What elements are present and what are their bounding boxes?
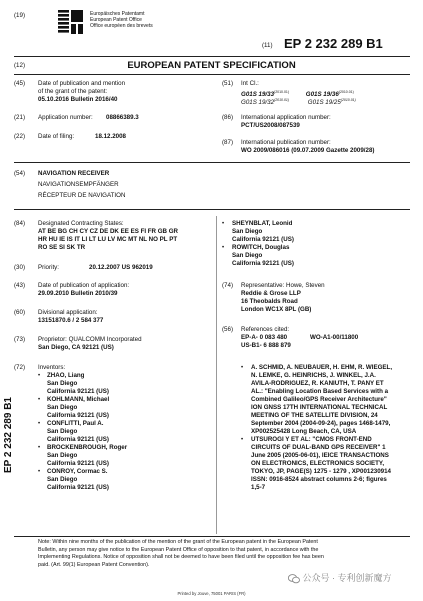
- inid-code-84: (84): [14, 220, 26, 227]
- inventor-address: California 92121 (US): [47, 460, 109, 467]
- int-cl-1-version: (2010.01): [274, 90, 290, 94]
- filing-date-label: Date of filing:: [38, 133, 75, 140]
- office-names: [90, 11, 153, 29]
- citation-line: Combined Galileo/GPS Receiver Architecture": [251, 396, 387, 403]
- inventor-name: SHEYNBLAT, Leonid: [232, 220, 293, 227]
- representative-city: London WC1X 8PL (GB): [241, 306, 312, 313]
- note-line: paid. (Art. 99(1) European Patent Convention).: [38, 561, 150, 568]
- printer-line: Printed by Jouve, 75001 PARIS (FR): [177, 591, 246, 596]
- bullet: •: [241, 365, 244, 371]
- inventor-city: San Diego: [232, 228, 263, 235]
- designated-states-label: Designated Contracting States:: [38, 220, 124, 227]
- office-name-en: European Patent Office: [90, 17, 142, 23]
- designated-states-line-3: RO SE SI SK TR: [38, 244, 86, 251]
- inventor-name: BROCKENBROUGH, Roger: [47, 444, 128, 451]
- column-divider: [216, 216, 217, 534]
- representative-name: Representative: Howe, Steven: [241, 282, 325, 289]
- publication-number: EP 2 232 289 B1: [284, 36, 383, 51]
- inventor-name: KOHLMANN, Michael: [47, 396, 110, 403]
- inid-code-11: (11): [262, 42, 273, 49]
- int-cl-4-version: (2010.01): [340, 98, 356, 102]
- header-rule: [14, 56, 410, 57]
- invention-title-en: NAVIGATION RECEIVER: [38, 170, 110, 177]
- inid-code-86: (86): [222, 114, 234, 121]
- note-rule: [14, 536, 410, 537]
- citation-line: XP002525428 Long Beach, CA, USA: [251, 428, 357, 435]
- inventor-address: California 92121 (US): [47, 388, 109, 395]
- reference-ep: EP-A- 0 083 480: [241, 334, 288, 341]
- inventor-address: California 92121 (US): [47, 484, 109, 491]
- inventor-city: San Diego: [47, 452, 78, 459]
- filing-date-value: 18.12.2008: [95, 133, 126, 140]
- application-publication-value: 29.09.2010 Bulletin 2010/39: [38, 290, 118, 297]
- inventor-name: CONFLITTI, Paul A.: [47, 420, 104, 427]
- inventor-address: California 92121 (US): [232, 236, 294, 243]
- title-rule: [14, 74, 410, 75]
- int-cl-4: G01S 19/25: [307, 99, 341, 107]
- inid-code-45: (45): [14, 80, 26, 87]
- watermark: [288, 573, 392, 584]
- citation-line: AVILA-RODRIGUEZ, R. KANIUTH, T. PANY ET: [251, 380, 384, 387]
- citation-line: ISSN: 0916-8524 abstract columns 2-6; figures: [251, 476, 387, 483]
- inventor-name: ROWITCH, Douglas: [232, 244, 290, 251]
- inventor-city: San Diego: [47, 428, 78, 435]
- citation-line: TOKYO, JP, PAGE(S) 1275 - 1279 , XP001230914: [251, 468, 391, 475]
- inid-code-74: (74): [222, 282, 234, 289]
- inid-code-22: (22): [14, 133, 26, 140]
- grant-date-value: 05.10.2016 Bulletin 2016/40: [38, 96, 118, 103]
- designated-states-line-2: HR HU IE IS IT LI LT LU LV MC MT NL NO PL PT: [38, 236, 178, 243]
- bullet: •: [241, 437, 244, 443]
- epo-logo: [56, 8, 86, 38]
- opposition-note: [38, 539, 324, 569]
- inid-code-73: (73): [14, 336, 26, 343]
- grant-date-label-2: of the grant of the patent:: [38, 88, 108, 95]
- document-title: EUROPEAN PATENT SPECIFICATION: [127, 60, 296, 71]
- wechat-icon: [288, 573, 303, 583]
- epo-logo-icon: [56, 8, 86, 38]
- bullet: •: [38, 445, 41, 451]
- bullet: •: [38, 397, 41, 403]
- invention-title-de: NAVIGATIONSEMPFÄNGER: [38, 181, 119, 188]
- proprietor-name: Proprietor: QUALCOMM Incorporated: [38, 336, 142, 343]
- priority-label: Priority:: [38, 264, 59, 271]
- inid-code-60: (60): [14, 309, 26, 316]
- inid-code-56: (56): [222, 326, 234, 333]
- application-number-value: 08866389.3: [106, 114, 139, 121]
- designated-states-line-1: AT BE BG CH CY CZ DE DK EE ES FI FR GB GR: [38, 228, 179, 235]
- inventor-name: ZHAO, Liang: [47, 372, 85, 379]
- bullet: •: [222, 245, 225, 251]
- inid-code-19: (19): [14, 12, 26, 19]
- int-cl-3-version: (2010.01): [274, 98, 290, 102]
- int-cl-3: G01S 19/32: [241, 99, 275, 107]
- inventor-city: San Diego: [232, 252, 263, 259]
- citation-line: September 2004 (2004-09-24), pages 1468-1479,: [251, 420, 391, 427]
- representative-firm: Reddie & Grose LLP: [241, 290, 301, 297]
- inid-code-21: (21): [14, 114, 26, 121]
- int-cl-label: Int Cl.:: [241, 80, 259, 87]
- inventor-city: San Diego: [47, 476, 78, 483]
- note-line: Note: Within nine months of the publication of the mention of the grant of the European patent in the European Patent: [38, 539, 318, 545]
- inventor-city: San Diego: [47, 404, 78, 411]
- inid-code-72: (72): [14, 364, 26, 371]
- citation-line: June 2005 (2005-06-01), IEICE TRANSACTIONS: [251, 452, 389, 459]
- int-cl-row-2: [241, 96, 356, 107]
- bullet: •: [222, 221, 225, 227]
- side-publication-number: EP 2 232 289 B1: [3, 397, 14, 473]
- citation-line: A. SCHMID, A. NEUBAUER, H. EHM, R. WIEGEL,: [251, 364, 393, 371]
- intl-publication-value: WO 2009/086016 (09.07.2009 Gazette 2009/28): [241, 147, 375, 154]
- int-cl-2: G01S 19/36: [305, 91, 339, 99]
- note-line: Implementing Regulations. Notice of opposition shall not be deemed to have been filed until the opposition fee has been: [38, 554, 324, 560]
- note-line: Bulletin, any person may give notice to the European Patent Office of opposition to that patent, in accordance with the: [38, 546, 319, 553]
- priority-value: 20.12.2007 US 962019: [89, 264, 153, 271]
- inid-code-30: (30): [14, 264, 26, 271]
- invention-title-fr: RÉCEPTEUR DE NAVIGATION: [38, 192, 126, 199]
- office-name-de: Europäisches Patentamt: [90, 11, 145, 17]
- application-publication-label: Date of publication of application:: [38, 282, 130, 289]
- rule-before-title: [14, 162, 410, 163]
- bullet: •: [38, 373, 41, 379]
- bullet: •: [38, 421, 41, 427]
- citation-line: AL.: "Enabling Location Based Services with a: [251, 388, 389, 395]
- intl-application-label: International application number:: [241, 114, 331, 121]
- int-cl-2-version: (2010.01): [338, 90, 354, 94]
- inid-code-51: (51): [222, 80, 234, 87]
- bullet: •: [38, 469, 41, 475]
- inventor-name: CONROY, Cormac S.: [47, 468, 108, 475]
- application-number-label: Application number:: [38, 114, 93, 121]
- int-cl-1: G01S 19/33: [241, 91, 275, 99]
- office-name-fr: Office européen des brevets: [90, 23, 153, 29]
- rule-after-title: [14, 209, 410, 210]
- watermark-text: 公众号 · 专利创新魔方: [302, 573, 392, 583]
- reference-wo: WO-A1-00/11800: [310, 334, 359, 341]
- inventor-address: California 92121 (US): [47, 436, 109, 443]
- inid-code-43: (43): [14, 282, 26, 289]
- inid-code-12: (12): [14, 62, 26, 69]
- citation-line: N. LEMKE, G. HEINRICHS, J. WINKEL, J.A.: [251, 372, 376, 379]
- proprietor-address: San Diego, CA 92121 (US): [38, 344, 114, 351]
- intl-application-value: PCT/US2008/087539: [241, 122, 300, 129]
- reference-us: US-B1- 6 888 879: [241, 342, 291, 349]
- citation-line: ION GNSS 17TH INTERNATIONAL TECHNICAL: [251, 404, 388, 411]
- grant-date-label: Date of publication and mention: [38, 80, 126, 87]
- citation-line: ON ELECTRONICS, ELECTRONICS SOCIETY,: [251, 460, 385, 467]
- inid-code-87: (87): [222, 139, 234, 146]
- representative-street: 16 Theobalds Road: [241, 298, 298, 305]
- inventor-city: San Diego: [47, 380, 78, 387]
- citation-line: 1,5-7: [251, 484, 266, 491]
- citation-line: MEETING OF THE SATELLITE DIVISION, 24: [251, 412, 378, 419]
- citation-line: UTSUROGI Y ET AL: "CMOS FRONT-END: [251, 436, 372, 443]
- inventor-address: California 92121 (US): [232, 260, 294, 267]
- divisional-label: Divisional application:: [38, 309, 98, 316]
- inventors-label: Inventors:: [38, 364, 66, 371]
- citation-line: CIRCUITS OF DUAL-BAND GPS RECEIVER" 1: [251, 444, 386, 451]
- divisional-value: 13151870.6 / 2 584 377: [38, 317, 104, 324]
- inid-code-54: (54): [14, 170, 26, 177]
- references-label: References cited:: [241, 326, 290, 333]
- inventor-address: California 92121 (US): [47, 412, 109, 419]
- intl-publication-label: International publication number:: [241, 139, 331, 146]
